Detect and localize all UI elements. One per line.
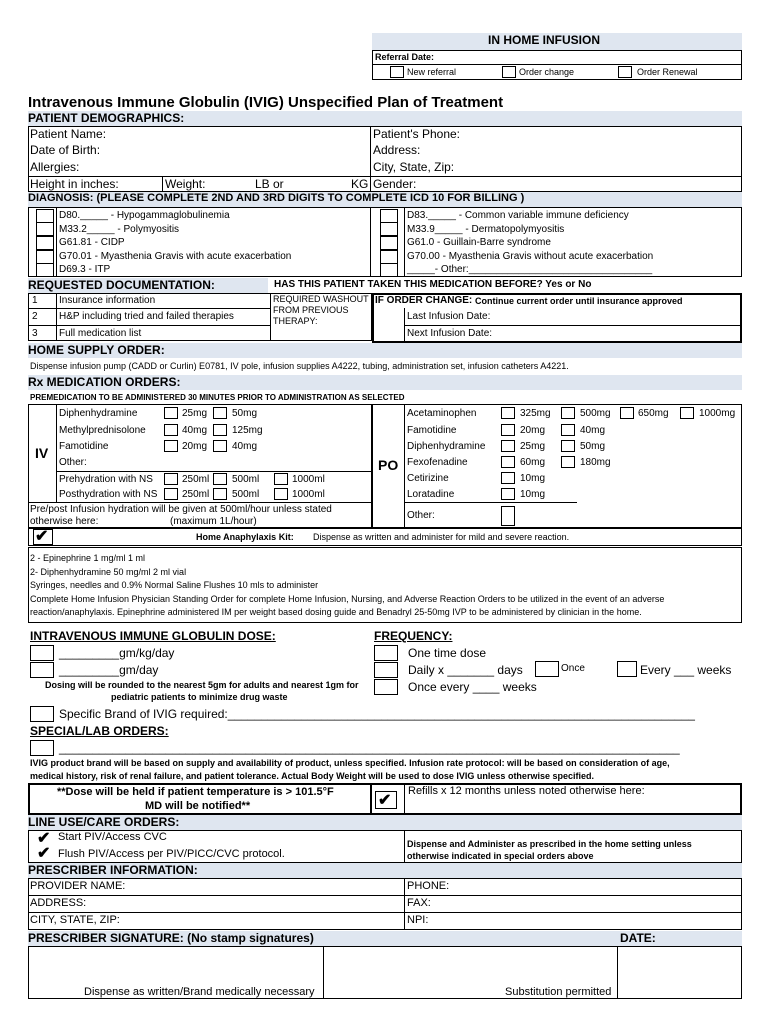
new-referral-label: New referral (407, 67, 457, 77)
dispense-note-2: otherwise indicated in special orders above (407, 851, 594, 861)
dx-g610-checkbox[interactable] (380, 236, 398, 250)
order-change-checkbox[interactable] (502, 66, 516, 78)
po-famotidine-20-checkbox[interactable] (501, 424, 515, 436)
kit-line-3: Syringes, needles and 0.9% Normal Saline Flushes 10 mls to administer (30, 580, 319, 590)
po-drug-3: Diphenhydramine (407, 441, 486, 452)
dx-m339-checkbox[interactable] (380, 222, 398, 236)
kit-line-4: Complete Home Infusion Physician Standing Order for complete Home Infusion, Nursing, and Adverse Reaction Orders to be utilized in the event of an adverse (30, 594, 665, 604)
freq-once-every-checkbox[interactable] (374, 679, 398, 695)
special-orders-heading: SPECIAL/LAB ORDERS: (30, 724, 169, 738)
prescriber-row2 (28, 912, 742, 913)
po-acetaminophen-500-checkbox[interactable] (561, 407, 575, 419)
flush-piv-check-icon[interactable]: ✔ (37, 845, 51, 862)
date-field[interactable] (618, 947, 741, 998)
refill-divider (404, 783, 405, 815)
patient-phone-field[interactable]: Patient's Phone: (373, 127, 461, 141)
dx-right-4: G70.00 - Myasthenia Gravis without acute exacerbation (407, 251, 654, 262)
po-dose: 20mg (520, 425, 546, 436)
iv-sep (28, 502, 372, 503)
new-referral-checkbox[interactable] (390, 66, 404, 78)
prescriber-address-field[interactable]: ADDRESS: (30, 897, 87, 909)
doc-num-3: 3 (32, 328, 38, 339)
line-use-divider (404, 830, 405, 863)
dose-hold-2: MD will be notified** (145, 800, 251, 812)
diagnosis-right-cb-line (404, 207, 405, 277)
po-acetaminophen-1000-checkbox[interactable] (680, 407, 694, 419)
iv-drug-1: Diphenhydramine (59, 408, 138, 419)
page-header-title: IN HOME INFUSION (488, 33, 601, 47)
dx-left-2: M33.2_____ - Polymyositis (59, 224, 180, 235)
po-drug-5: Cetirizine (407, 473, 449, 484)
po-dose: 325mg (520, 408, 551, 419)
posthydration-label: Posthydration with NS (59, 489, 158, 500)
dx-other-checkbox[interactable] (380, 263, 398, 277)
kit-line-5: reaction/anaphylaxis. Epinephrine administered IM per weight based dosing guide and Benadryl 25-50mg IVP to be administered by clinician in the home. (30, 607, 642, 617)
height-field[interactable]: Height in inches: (30, 177, 119, 191)
dx-left-3: G61.81 - CIDP (59, 237, 125, 248)
po-dose: 10mg (520, 489, 546, 500)
prescriber-npi-field[interactable]: NPI: (407, 914, 429, 926)
po-diphenhydramine-50-checkbox[interactable] (561, 440, 575, 452)
dob-field[interactable]: Date of Birth: (30, 143, 101, 157)
freq-one-time-checkbox[interactable] (374, 645, 398, 661)
previous-medication-question: HAS THIS PATIENT TAKEN THIS MEDICATION BEFORE? Yes or No (274, 279, 592, 290)
doc-num-1: 1 (32, 295, 38, 306)
po-drug-4: Fexofenadine (407, 457, 468, 468)
prehydration-500-checkbox[interactable] (213, 473, 227, 485)
order-change-label: IF ORDER CHANGE: (375, 295, 473, 306)
posthydration-500: 500ml (232, 489, 260, 500)
kit-line-1: 2 - Epinephrine 1 mg/ml 1 ml (30, 553, 146, 563)
allergies-field[interactable]: Allergies: (30, 160, 80, 174)
dx-d83-checkbox[interactable] (380, 209, 398, 223)
flush-piv-label: Flush PIV/Access per PIV/PICC/CVC protocol. (58, 848, 285, 860)
special-orders-checkbox[interactable] (30, 740, 54, 756)
specific-brand-field[interactable]: Specific Brand of IVIG required:______________________________________________________________________ (59, 707, 695, 721)
refills-check-icon: ✔ (378, 792, 392, 809)
dose-gmkg-field[interactable]: _________gm/kg/day (59, 646, 175, 660)
patient-name-field[interactable]: Patient Name: (30, 127, 107, 141)
dose-heading: INTRAVENOUS IMMUNE GLOBULIN DOSE: (30, 629, 276, 643)
iv-methylpred-40-checkbox[interactable] (164, 424, 178, 436)
date-heading: DATE: (620, 931, 656, 945)
iv-drug-3: Famotidine (59, 441, 109, 452)
iv-dose: 40mg (182, 425, 208, 436)
anaphylaxis-check-icon: ✔ (35, 528, 49, 545)
city-state-zip-field[interactable]: City, State, Zip: (373, 160, 455, 174)
posthydration-1000: 1000ml (292, 489, 325, 500)
dx-d80-checkbox[interactable] (36, 209, 54, 223)
specific-brand-checkbox[interactable] (30, 706, 54, 722)
weight-kg-label: KG (351, 177, 369, 191)
iv-row-line (56, 471, 372, 472)
doc-item-1: Insurance information (59, 295, 156, 306)
dx-left-4: G70.01 - Myasthenia Gravis with acute exacerbation (59, 251, 292, 262)
po-other-checkbox[interactable] (501, 506, 515, 526)
posthydration-1000-checkbox[interactable] (274, 488, 288, 500)
po-dose: 25mg (520, 441, 546, 452)
special-orders-field[interactable]: _____________________________________________________________________________________________ (59, 741, 680, 755)
iv-label: IV (35, 445, 49, 461)
po-sep (404, 502, 577, 503)
po-dose: 50mg (580, 441, 606, 452)
freq-once-checkbox[interactable] (535, 661, 559, 677)
premedication-note: PREMEDICATION TO BE ADMINISTERED 30 MINUTES PRIOR TO ADMINISTRATION AS SELECTED (30, 393, 405, 402)
iv-dose: 40mg (232, 441, 258, 452)
line-use-heading: LINE USE/CARE ORDERS: (28, 815, 742, 830)
demographics-divider (370, 126, 371, 192)
prescriber-box (28, 878, 742, 930)
iv-famotidine-40-checkbox[interactable] (213, 440, 227, 452)
posthydration-250-checkbox[interactable] (164, 488, 178, 500)
diagnosis-center-line (370, 207, 371, 277)
iv-dose: 20mg (182, 441, 208, 452)
doc-num-line (56, 293, 57, 341)
anaphylaxis-text: Dispense as written and administer for mild and severe reaction. (313, 532, 570, 542)
ivig-note-1: IVIG product brand will be based on supply and availability of product, unless specified. Infusion rate protocol: will be based on consideration of age, (30, 758, 670, 768)
doc-num-2: 2 (32, 311, 38, 322)
iv-col-line (56, 404, 57, 502)
dx-right-3: G61.0 - Guillain-Barre syndrome (407, 237, 551, 248)
referral-date-label: Referral Date: (375, 52, 435, 62)
dx-g7001-checkbox[interactable] (36, 250, 54, 264)
dose-gm-field[interactable]: _________gm/day (59, 663, 159, 677)
home-supply-heading: HOME SUPPLY ORDER: (28, 343, 742, 358)
prescriber-row1 (28, 895, 742, 896)
last-infusion-field[interactable]: Last Infusion Date: (407, 311, 491, 322)
po-cetirizine-10-checkbox[interactable] (501, 472, 515, 484)
order-change-note: Continue current order until insurance approved (475, 296, 683, 306)
daw-label: Dispense as written/Brand medically necessary (84, 986, 315, 998)
po-dose: 1000mg (699, 408, 736, 419)
dose-hold-1: **Dose will be held if patient temperature is > 101.5°F (57, 786, 334, 798)
weight-field[interactable]: Weight: (165, 177, 206, 191)
iv-methylpred-125-checkbox[interactable] (213, 424, 227, 436)
po-drug-1: Acetaminophen (407, 408, 477, 419)
kit-line-2: 2- Diphenhydramine 50 mg/ml 2 ml vial (30, 567, 187, 577)
provider-name-field[interactable]: PROVIDER NAME: (30, 880, 126, 892)
hydration-note-1: Pre/post Infusion hydration will be given at 500ml/hour unless stated (30, 504, 332, 515)
posthydration-500-checkbox[interactable] (213, 488, 227, 500)
dx-g6181-checkbox[interactable] (36, 236, 54, 250)
doc-row1-line (28, 308, 270, 309)
iv-diphenhydramine-50-checkbox[interactable] (213, 407, 227, 419)
dx-d693-checkbox[interactable] (36, 263, 54, 277)
address-field[interactable]: Address: (373, 143, 421, 157)
referral-divider (372, 64, 742, 65)
po-loratadine-10-checkbox[interactable] (501, 488, 515, 500)
prescriber-divider (404, 878, 405, 930)
hydration-note-3: (maximum 1L/hour) (170, 516, 257, 527)
prehydration-1000-checkbox[interactable] (274, 473, 288, 485)
prescriber-fax-field[interactable]: FAX: (407, 897, 431, 909)
iv-dose: 125mg (232, 425, 263, 436)
dispense-note-1: Dispense and Administer as prescribed in the home setting unless (407, 839, 692, 849)
iv-dose: 25mg (182, 408, 208, 419)
freq-every-checkbox[interactable] (617, 661, 637, 677)
height-weight-divider (162, 176, 163, 192)
doc-row2-line (28, 325, 270, 326)
po-drug-2: Famotidine (407, 425, 457, 436)
rounding-note-2: pediatric patients to minimize drug waste (111, 692, 288, 702)
iv-dose: 50mg (232, 408, 258, 419)
po-diphenhydramine-25-checkbox[interactable] (501, 440, 515, 452)
dx-right-1: D83._____ - Common variable immune deficiency (407, 210, 629, 221)
rx-heading: Rx MEDICATION ORDERS: (28, 375, 742, 390)
po-drug-6: Loratadine (407, 489, 455, 500)
dx-right-2: M33.9_____ - Dermatopolymyositis (407, 224, 565, 235)
dx-m332-checkbox[interactable] (36, 222, 54, 236)
po-famotidine-40-checkbox[interactable] (561, 424, 575, 436)
po-dose: 60mg (520, 457, 546, 468)
weight-lb-label: LB or (255, 177, 284, 191)
po-col-line (404, 404, 405, 528)
signature-daw-field[interactable] (29, 947, 322, 985)
freq-daily-checkbox[interactable] (374, 662, 398, 678)
hydration-note-2: otherwise here: (30, 516, 99, 527)
posthydration-250: 250ml (182, 489, 210, 500)
po-fexofenadine-180-checkbox[interactable] (561, 456, 575, 468)
start-piv-label: Start PIV/Access CVC (58, 831, 167, 843)
home-supply-text: Dispense infusion pump (CADD or Curlin) E0781, IV pole, infusion supplies A4222, tubing, administration set, infusion catheters A4221. (30, 361, 569, 371)
po-dose: 10mg (520, 473, 546, 484)
freq-daily-field[interactable]: Daily x _______ days (408, 663, 523, 677)
po-dose: 40mg (580, 425, 606, 436)
prescriber-heading: PRESCRIBER INFORMATION: (28, 863, 742, 878)
order-renewal-checkbox[interactable] (618, 66, 632, 78)
freq-once-label: Once (561, 663, 585, 674)
po-dose: 650mg (638, 408, 669, 419)
doc-item-2: H&P including tried and failed therapies (59, 311, 234, 322)
po-dose: 180mg (580, 457, 611, 468)
demographics-heading: PATIENT DEMOGRAPHICS: (28, 111, 742, 126)
ivig-note-2: medical history, risk of renal failure, and patient tolerance. Actual Body Weight will be used to dose IVIG unless otherwise specified. (30, 771, 594, 781)
po-drug-other[interactable]: Other: (407, 510, 435, 521)
order-change-label: Order change (519, 67, 575, 77)
signature-heading: PRESCRIBER SIGNATURE: (No stamp signatures) (28, 931, 742, 946)
prehydration-500: 500ml (232, 474, 260, 485)
po-acetaminophen-650-checkbox[interactable] (620, 407, 634, 419)
next-infusion-field[interactable]: Next Infusion Date: (407, 328, 493, 339)
po-label: PO (378, 457, 399, 473)
dose-gm-checkbox[interactable] (30, 662, 54, 678)
freq-one-time-label: One time dose (408, 646, 487, 660)
po-fexofenadine-60-checkbox[interactable] (501, 456, 515, 468)
prescriber-city-field[interactable]: CITY, STATE, ZIP: (30, 914, 120, 926)
diagnosis-heading: DIAGNOSIS: (PLEASE COMPLETE 2ND AND 3RD DIGITS TO COMPLETE ICD 10 FOR BILLING ) (28, 192, 742, 207)
documentation-heading: REQUESTED DOCUMENTATION: (28, 278, 268, 293)
po-acetaminophen-325-checkbox[interactable] (501, 407, 515, 419)
iv-famotidine-20-checkbox[interactable] (164, 440, 178, 452)
order-change-row-line (404, 325, 742, 326)
doc-col-line (270, 293, 271, 341)
dose-gmkg-checkbox[interactable] (30, 645, 54, 661)
iv-drug-other[interactable]: Other: (59, 457, 87, 468)
prehydration-250-checkbox[interactable] (164, 473, 178, 485)
po-dose: 500mg (580, 408, 611, 419)
washout-label: REQUIRED WASHOUT FROM PREVIOUS THERAPY: (273, 294, 369, 326)
doc-item-3: Full medication list (59, 328, 142, 339)
gender-field[interactable]: Gender: (373, 177, 417, 191)
iv-diphenhydramine-25-checkbox[interactable] (164, 407, 178, 419)
signature-sub-field[interactable] (324, 947, 616, 985)
anaphylaxis-title: Home Anaphylaxis Kit: (196, 532, 294, 542)
prehydration-label: Prehydration with NS (59, 474, 153, 485)
dx-left-1: D80._____ - Hypogammaglobulinemia (59, 210, 230, 221)
prescriber-phone-field[interactable]: PHONE: (407, 880, 450, 892)
iv-drug-2: Methylprednisolone (59, 425, 146, 436)
dose-hold-divider (370, 783, 372, 815)
freq-every-field[interactable]: Every ___ weeks (640, 663, 732, 677)
prehydration-1000: 1000ml (292, 474, 325, 485)
refills-label: Refills x 12 months unless noted otherwise here: (408, 785, 645, 797)
form-title: Intravenous Immune Globulin (IVIG) Unspecified Plan of Treatment (28, 94, 504, 111)
freq-once-every-field[interactable]: Once every ____ weeks (408, 680, 537, 694)
order-renewal-label: Order Renewal (637, 67, 698, 77)
diagnosis-left-cb-line (56, 207, 57, 277)
substitution-label: Substitution permitted (505, 986, 612, 998)
rounding-note-1: Dosing will be rounded to the nearest 5gm for adults and nearest 1gm for (45, 680, 359, 690)
dx-left-5: D69.3 - ITP (59, 264, 111, 275)
dx-right-5: _____- Other:_________________________________ (407, 264, 653, 275)
start-piv-check-icon[interactable]: ✔ (37, 830, 51, 847)
prehydration-250: 250ml (182, 474, 210, 485)
dx-g7000-checkbox[interactable] (380, 250, 398, 264)
frequency-heading: FREQUENCY: (374, 629, 453, 643)
